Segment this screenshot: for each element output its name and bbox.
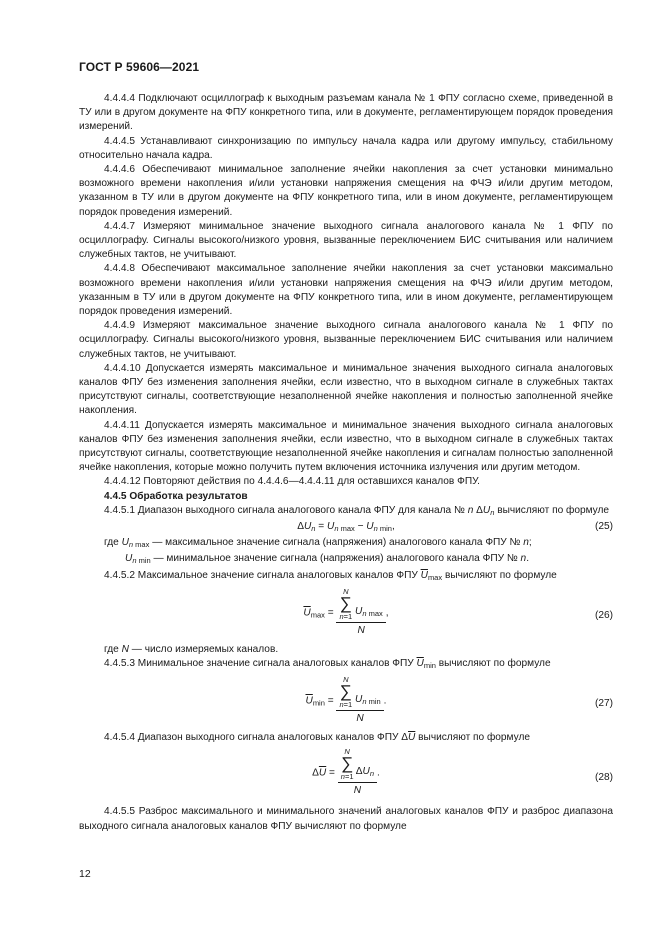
page-number: 12 — [79, 868, 91, 880]
paragraph-4-4-4-9: 4.4.4.9 Измеряют максимальное значение выходного сигнала аналогового канала № 1 ФПУ по осциллографу. Сигналы высокого/низкого уровня, вызванные переключением БИС считывания или наличием служебных тактов, не учитывают. — [79, 320, 613, 360]
where-clause-n: где N — число измеряемых каналов. — [104, 643, 279, 655]
where-clause-umin: $U_{n min}$ — минимальное значение сигнала (напряжения) аналогового канала ФПУ № n. — [125, 553, 530, 566]
section-heading-4-4-5: 4.4.5 Обработка результатов — [104, 490, 248, 502]
equation-number: (28) — [594, 772, 613, 784]
paragraph-4-4-4-4: 4.4.4.4 Подключают осциллограф к выходным разъемам канала № 1 ФПУ согласно схеме, приведенной в ТУ или в другом документе на ФПУ конкретного типа, или в документе, регламентирующем порядок проведения измерений. — [79, 93, 613, 133]
equation-27: $\overline{U}_{min}$ = N ∑ n=1 $U_{n min}$ N . (27) — [305, 675, 613, 725]
equation-25: $\Delta U_n = U_{n max} - U_{n min}$, (25) — [297, 521, 613, 534]
paragraph-4-4-5-5: 4.4.5.5 Разброс максимального и минимального значений аналоговых каналов ФПУ и разброс диапазона выходного сигнала аналоговых каналов ФПУ вычисляют по формуле — [79, 806, 613, 832]
equation-26: $\overline{U}_{max}$ = N ∑ n=1 $U_{n max}$ N , (26) — [303, 586, 613, 636]
paragraph-4-4-4-10: 4.4.4.10 Допускается измерять максимальное и минимальное значения выходного сигнала аналоговых каналов ФПУ без изменения заполнения ячейки, если известно, что в выходном сигнале в служебных тактах присутствуют сигналы, соответствующие незаполненной ячейке накопления и полностью заполненной ячейке накопления. — [79, 362, 613, 417]
paragraph-4-4-4-5: 4.4.4.5 Устанавливают синхронизацию по импульсу начала кадра или другому импульсу, стабильному относительно начала кадра. — [79, 135, 613, 161]
paragraph-4-4-4-11: 4.4.4.11 Допускается измерять максимальное и минимальное значения выходного сигнала аналоговых каналов ФПУ без изменения заполнения ячейки, если известно, что в выходном сигнале в служебных тактах присутствуют сигналы, соответствующие незаполненной ячейке накопления и сигналам полностью заполненной ячейке накопления, которые можно получить путем включения источника излучения или другим методом. — [79, 419, 613, 474]
paragraph-4-4-4-7: 4.4.4.7 Измеряют минимальное значение выходного сигнала аналогового канала № 1 ФПУ по осциллографу. Сигналы высокого/низкого уровня, вызванные переключением БИС считывания или наличием служебных тактов, не учитывают. — [79, 220, 613, 261]
equation-28: $\Delta\overline{U}$ = N ∑ n=1 $\Delta U_n$ N . (28) — [312, 747, 613, 797]
paragraph-4-4-5-3: 4.4.5.3 Минимальное значение сигнала аналоговых каналов ФПУ $\overline{U}_{min}$ вычисляют по формуле — [104, 657, 551, 670]
paragraph-4-4-5-1: 4.4.5.1 Диапазон выходного сигнала аналогового канала ФПУ для канала № n $\Delta U_n$ вычисляют по формуле — [104, 504, 610, 517]
equation-number: (26) — [594, 609, 613, 621]
document-body — [79, 92, 613, 834]
equation-number: (27) — [594, 698, 613, 710]
paragraph-4-4-4-6: 4.4.4.6 Обеспечивают минимальное заполнение ячейки накопления за счет установки минимально возможного времени накопления и/или установки напряжения смещения на ФЧЭ и/или другим методом, указанном в ТУ или в другом документе на ФПУ конкретного типа, или в ином документе, регламентирующем порядок проведения измерений. — [79, 164, 613, 218]
equation-number: (25) — [594, 521, 613, 533]
document-header: ГОСТ Р 59606—2021 — [79, 60, 200, 74]
where-clause-umax: где $U_{n max}$ — максимальное значение сигнала (напряжения) аналогового канала ФПУ № n; — [104, 537, 532, 550]
paragraph-4-4-4-8: 4.4.4.8 Обеспечивают максимальное заполнение ячейки накопления за счет установки максимально возможного времени накопления и/или установки напряжения смещения на ФЧЭ и/или другим методом, указанным в ТУ или в другом документе на ФПУ конкретного типа, или в ином документе, регламентирующем порядок проведения измерений. — [79, 263, 613, 318]
paragraph-4-4-5-2: 4.4.5.2 Максимальное значение сигнала аналоговых каналов ФПУ $\overline{U}_{max}$ вычисляют по формуле — [104, 569, 557, 582]
paragraph-4-4-4-12: 4.4.4.12 Повторяют действия по 4.4.4.6—4.4.4.11 для оставшихся каналов ФПУ. — [104, 476, 480, 488]
paragraph-4-4-5-4: 4.4.5.4 Диапазон выходного сигнала аналоговых каналов ФПУ $\Delta\overline{U}$ вычисляют по формуле — [104, 732, 530, 744]
